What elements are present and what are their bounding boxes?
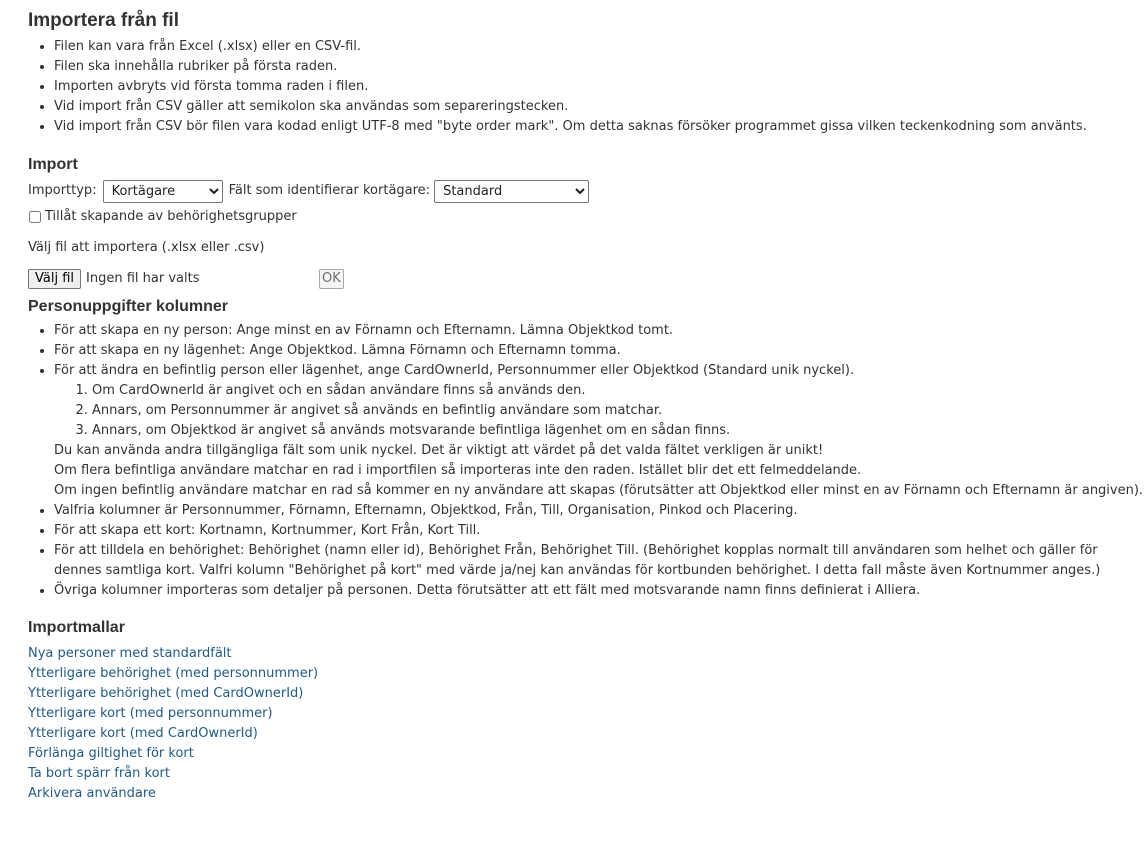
import-type-select[interactable] — [103, 180, 223, 203]
change-note: Du kan använda andra tillgängliga fält som unik nyckel. Det är viktigt att värdet på det valda fältet verkligen är unikt! — [54, 443, 824, 458]
choose-file-button[interactable]: Välj fil — [28, 269, 81, 289]
change-step: 3. Annars, om Objektkod är angivet så används motsvarande befintliga lägenhet om en sådan finns. — [92, 421, 1144, 441]
change-note: Om ingen befintlig användare matchar en rad så kommer en ny användare att skapas (förutsätter att Objektkod eller minst en av Förnamn och Efternamn är angiven). — [54, 483, 1144, 498]
change-step: 1. Om CardOwnerId är angivet och en sådan användare finns så används den. — [92, 381, 1144, 401]
info-item: • Importen avbryts vid första tomma raden i filen. — [54, 77, 1144, 97]
file-row — [28, 268, 1144, 290]
templates-heading: Importmallar — [28, 619, 125, 636]
template-link[interactable]: Ta bort spärr från kort — [28, 766, 170, 781]
info-item: • Vid import från CSV gäller att semikolon ska användas som separeringstecken. — [54, 97, 1144, 117]
identifier-field-select[interactable] — [434, 180, 589, 203]
info-item: • Filen ska innehålla rubriker på första raden. — [54, 57, 1144, 77]
info-item: • Vid import från CSV bör filen vara kodad enligt UTF-8 med "byte order mark". Om detta saknas försöker programmet gissa vilken teckenkodning som använts. — [54, 117, 1144, 137]
template-link[interactable]: Ytterligare behörighet (med personnummer) — [28, 666, 319, 681]
template-link[interactable]: Ytterligare kort (med CardOwnerId) — [28, 726, 258, 741]
template-link[interactable]: Nya personer med standardfält — [28, 646, 232, 661]
no-file-label: Ingen fil har valts — [86, 271, 200, 286]
change-step: 2. Annars, om Personnummer är angivet så används en befintlig användare som matchar. — [92, 401, 1144, 421]
columns-item-text: För att ändra en befintlig person eller lägenhet, ange CardOwnerId, Personnummer eller Objektkod (Standard unik nyckel). — [54, 363, 855, 378]
change-note: Om flera befintliga användare matchar en rad i importfilen så importeras inte den raden. Istället blir det ett felmeddelande. — [54, 463, 862, 478]
page-title: Importera från fil — [28, 10, 179, 31]
ok-button[interactable]: OK — [319, 269, 344, 289]
columns-item: • För att tilldela en behörighet: Behörighet (namn eller id), Behörighet Från, Behörighet Till. (Behörighet kopplas normalt till användaren som helhet och gäller för dennes samtliga kort. Valfri kolumn "Behörighet på kort" med värde ja/nej kan användas för kortbunden behörighet. I detta fall måste även Kortnummer anges.) — [54, 541, 1144, 581]
columns-list — [28, 321, 1144, 601]
change-steps-list — [54, 381, 1144, 441]
template-link[interactable]: Arkivera användare — [28, 786, 156, 801]
template-link[interactable]: Förlänga giltighet för kort — [28, 746, 194, 761]
columns-item: • Övriga kolumner importeras som detaljer på personen. Detta förutsätter att ett fält med motsvarande namn finns definierat i Alliera. — [54, 581, 1144, 601]
columns-item: • Valfria kolumner är Personnummer, Förnamn, Efternamn, Objektkod, Från, Till, Organisation, Pinkod och Placering. — [54, 501, 1144, 521]
allow-groups-checkbox-row[interactable] — [28, 205, 1144, 229]
columns-item: • För att skapa en ny person: Ange minst en av Förnamn och Efternamn. Lämna Objektkod tomt. — [54, 321, 1144, 341]
info-item: • Filen kan vara från Excel (.xlsx) eller en CSV-fil. — [54, 37, 1144, 57]
allow-groups-checkbox[interactable] — [29, 211, 41, 223]
template-link[interactable]: Ytterligare kort (med personnummer) — [28, 706, 273, 721]
columns-item — [54, 361, 1144, 501]
import-type-label: Importtyp: — [28, 183, 97, 198]
file-prompt: Välj fil att importera (.xlsx eller .csv) — [28, 240, 265, 255]
allow-groups-checkbox-label: Tillåt skapande av behörighetsgrupper — [45, 209, 297, 224]
template-link[interactable]: Ytterligare behörighet (med CardOwnerId) — [28, 686, 304, 701]
import-heading: Import — [28, 156, 78, 173]
templates-links — [28, 644, 1144, 804]
columns-heading: Personuppgifter kolumner — [28, 298, 229, 315]
info-list — [28, 37, 1144, 137]
import-options-row — [28, 179, 1144, 203]
identifier-field-label: Fält som identifierar kortägare: — [228, 183, 431, 198]
columns-item: • För att skapa en ny lägenhet: Ange Objektkod. Lämna Förnamn och Efternamn tomma. — [54, 341, 1144, 361]
columns-item: • För att skapa ett kort: Kortnamn, Kortnummer, Kort Från, Kort Till. — [54, 521, 1144, 541]
